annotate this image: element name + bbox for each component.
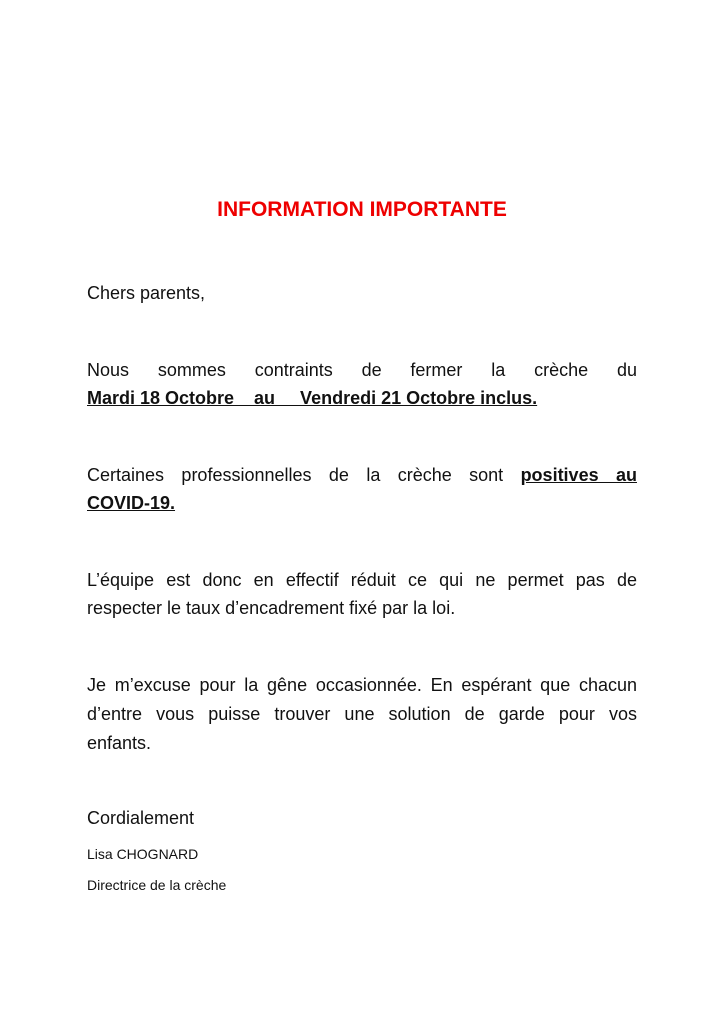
paragraph-closure-line: Nous sommes contraints de fermer la crèche du bbox=[87, 360, 637, 380]
paragraph-apology-line-2: d’entre vous puisse trouver une solution de garde pour vos bbox=[87, 704, 637, 724]
greeting: Chers parents, bbox=[87, 283, 206, 303]
paragraph-apology-line-3: enfants. bbox=[87, 733, 152, 753]
signature-role: Directrice de la crèche bbox=[87, 877, 227, 893]
closure-dates bbox=[87, 386, 637, 410]
covid-positive-bold: positives au bbox=[520, 465, 637, 485]
paragraph-staff-line-2: respecter le taux d’encadrement fixé par la loi. bbox=[87, 598, 456, 618]
covid-text: Certaines professionnelles de la crèche sont bbox=[87, 465, 521, 485]
paragraph-covid-line bbox=[87, 463, 637, 487]
document-title: INFORMATION IMPORTANTE bbox=[217, 198, 507, 221]
closing: Cordialement bbox=[87, 808, 195, 828]
signature-name: Lisa CHOGNARD bbox=[87, 846, 199, 862]
covid-label-bold: COVID-19. bbox=[87, 493, 176, 513]
paragraph-apology-line-1: Je m’excuse pour la gêne occasionnée. En espérant que chacun bbox=[87, 675, 637, 695]
closure-dates-text: Mardi 18 Octobre au Vendredi 21 Octobre inclus. bbox=[87, 388, 538, 408]
paragraph-staff-line-1: L’équipe est donc en effectif réduit ce qui ne permet pas de bbox=[87, 570, 637, 590]
paragraph-covid-line-2 bbox=[87, 491, 637, 515]
